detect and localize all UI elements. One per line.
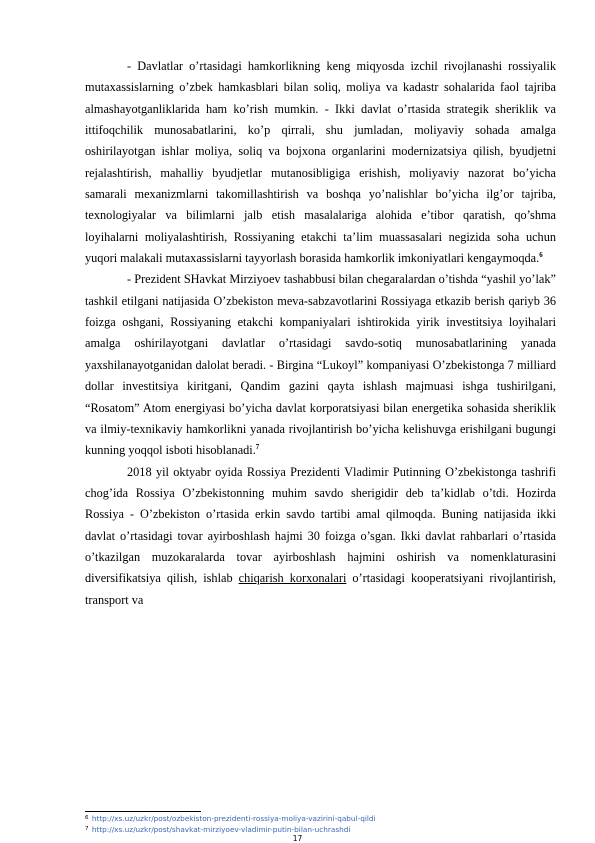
paragraph-text: - Prezident SHavkat Mirziyoev tashabbusi bilan chegaralardan o’tishda “yashil yo’lak” tashkil etilgani natijasida O’zbekiston meva-sabzavotlarini Rossiyaga etkazib berish qariyb 36 foizga oshgani, Rossiyaning etakchi kompaniyalari ishtirokida yirik investitsiya loyihalari amalga oshirilayotgani davlatlar o’rtasidagi savdo-sotiq munosabatlarining yanada yaxshilanayotganidan dalolat beradi. - Birgina “Lukoyl” kompaniyasi O’zbekistonga 7 milliard dollar investitsiya kiritgani, Qandim gazini qayta ishlash majmuasi ishga tushirilgani, “Rosatom” Atom energiyasi bo’yicha davlat korporatsiyasi bilan energetika sohasida sheriklik va ilmiy-texnikaviy hamkorlikni yanada rivojlantirish bo’yicha kelishuvga erishilgani bugungi kunning yoqqol isboti hisoblanadi. xyxy=(85,272,556,458)
paragraph-text: 2018 yil oktyabr oyida Rossiya Prezidenti Vladimir Putinning O’zbekistonga tashrifi chog’ida Rossiya O’zbekistonning muhim savdo sherigidir deb ta’kidlab o’tdi. Hozirda Rossiya - O’zbekiston o’rtasida erkin savdo tartibi amal qilmoqda. Buning natijasida ikki davlat o’rtasidagi tovar ayirboshlash hajmi 30 foizga o’sgan. Ikki davlat rahbarlari o’rtasida o’tkazilgan muzokaralarda tovar ayirboshlash hajmini oshirish va nomenklaturasini diversifikatsiya qilish, ishlab xyxy=(85,464,556,586)
paragraph-text: - Davlatlar o’rtasidagi hamkorlikning keng miqyosda izchil rivojlanashi rossiyalik mutaxassislarning o’zbek hamkasblari bilan soliq, moliya va kadastr sohalarida faol tajriba almashayotganliklarida ham ko’rish mumkin. - Ikki davlat o’rtasida strategik sheriklik va ittifoqchilik munosabatlarini, ko’p qirrali, shu jumladan, moliyaviy sohada amalga oshirilayotgan ishlar moliya, soliq va bojxona organlarini modernizatsiya qilish, byudjetni rejalashtirish, mahalliy byudjetlar mutanosibligiga erishish, moliyaviy nazorat bo’yicha samarali mexanizmlarni takomillashtirish va boshqa yo’nalishlar bo’yicha ilg’or tajriba, texnologiyalar va bilimlarni jalb etish masalalariga alohida e’tibor qaratish, qo’shma loyihalarni moliyalashtirish, Rossiyaning etakchi ta’lim muassasalari negizida soha uchun yuqori malakali mutaxassislarni tayyorlash borasida hamkorlik imkoniyatlari kengaymoqda. xyxy=(85,59,556,266)
footnote-link[interactable]: http://xs.uz/uzkr/post/ozbekiston-prezidenti-rossiya-moliya-vazirini-qabul-qildi xyxy=(91,814,376,823)
footnote-number: 7 xyxy=(85,826,89,832)
footnote-7 xyxy=(85,824,556,835)
footnote-link[interactable]: http://xs.uz/uzkr/post/shavkat-mirziyoev-vladimir-putin-bilan-uchrashdi xyxy=(91,825,351,834)
paragraph-2 xyxy=(85,269,556,461)
underlined-text: chiqarish korxonalari xyxy=(238,571,347,586)
footnote-ref-7[interactable]: 7 xyxy=(255,443,260,452)
footnote-separator xyxy=(85,811,201,812)
footnote-number: 6 xyxy=(85,815,89,821)
body-text xyxy=(85,56,556,611)
footnotes xyxy=(85,813,556,835)
page-number: 17 xyxy=(292,834,303,843)
footnote-ref-6[interactable]: 6 xyxy=(539,251,543,260)
paragraph-3 xyxy=(85,462,556,611)
footnote-6 xyxy=(85,813,556,824)
paragraph-1 xyxy=(85,56,556,269)
paragraph-text: o’rtasidagi kooperatsiyani rivojlantirish, transport va xyxy=(85,571,556,607)
